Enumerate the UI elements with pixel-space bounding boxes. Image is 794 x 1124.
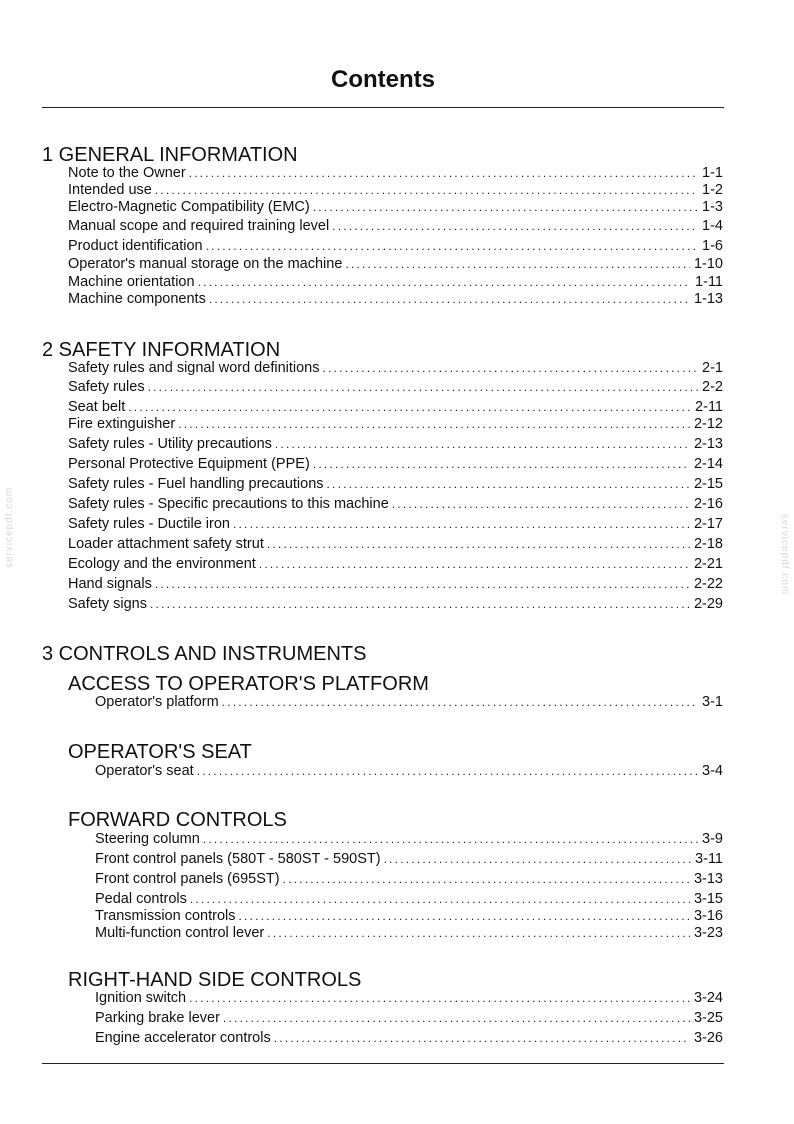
- section-heading-safety-information: 2 SAFETY INFORMATION: [42, 339, 281, 361]
- toc-entry[interactable]: [95, 1009, 723, 1027]
- dot-leader: [275, 435, 690, 453]
- toc-entry[interactable]: [68, 455, 723, 473]
- toc-entry[interactable]: [68, 398, 723, 416]
- dot-leader: [148, 378, 698, 396]
- toc-entry[interactable]: [68, 164, 723, 182]
- entry-title: Parking brake lever: [95, 1010, 220, 1026]
- entry-title: Loader attachment safety strut: [68, 536, 264, 552]
- dot-leader: [209, 290, 690, 308]
- dot-leader: [274, 1029, 690, 1047]
- dot-leader: [189, 164, 698, 182]
- toc-entry[interactable]: [95, 924, 723, 942]
- entry-title: Safety rules - Ductile iron: [68, 516, 230, 532]
- entry-page: 2-29: [693, 596, 723, 612]
- dot-leader: [345, 255, 690, 273]
- entry-page: 2-22: [693, 576, 723, 592]
- entry-page: 3-4: [702, 763, 723, 779]
- entry-title: Safety signs: [68, 596, 147, 612]
- entry-title: Operator's platform: [95, 694, 219, 710]
- entry-page: 2-16: [693, 496, 723, 512]
- toc-entry[interactable]: [95, 989, 723, 1007]
- dot-leader: [178, 415, 690, 433]
- entry-page: 3-16: [693, 908, 723, 924]
- dot-leader: [384, 850, 691, 868]
- toc-entry[interactable]: [68, 595, 723, 613]
- toc-entry[interactable]: [68, 415, 723, 433]
- entry-page: 2-12: [693, 416, 723, 432]
- toc-entry[interactable]: [68, 198, 723, 216]
- dot-leader: [233, 515, 690, 533]
- dot-leader: [267, 535, 690, 553]
- entry-title: Seat belt: [68, 399, 126, 415]
- entry-title: Pedal controls: [95, 891, 187, 907]
- entry-page: 3-13: [693, 871, 723, 887]
- watermark-right: servicepdf.com: [779, 514, 790, 596]
- section-heading-controls-and-instruments: 3 CONTROLS AND INSTRUMENTS: [42, 643, 367, 665]
- toc-entry[interactable]: [95, 890, 723, 908]
- entry-title: Safety rules and signal word definitions: [68, 360, 320, 376]
- dot-leader: [155, 575, 690, 593]
- entry-title: Front control panels (580T - 580ST - 590ST): [95, 851, 381, 867]
- entry-title: Note to the Owner: [68, 165, 186, 181]
- dot-leader: [392, 495, 690, 513]
- entry-page: 2-15: [693, 476, 723, 492]
- toc-entry[interactable]: [68, 359, 723, 377]
- entry-title: Engine accelerator controls: [95, 1030, 271, 1046]
- toc-entry[interactable]: [95, 850, 723, 868]
- dot-leader: [203, 830, 698, 848]
- entry-title: Ecology and the environment: [68, 556, 256, 572]
- toc-entry[interactable]: [68, 575, 723, 593]
- entry-title: Machine orientation: [68, 274, 195, 290]
- toc-entry[interactable]: [68, 515, 723, 533]
- entry-page: 2-2: [702, 379, 723, 395]
- subsection-heading-forward-controls: FORWARD CONTROLS: [68, 809, 287, 831]
- dot-leader: [327, 475, 690, 493]
- dot-leader: [190, 890, 690, 908]
- entry-title: Manual scope and required training level: [68, 218, 330, 234]
- entry-page: 3-26: [693, 1030, 723, 1046]
- entry-title: Safety rules - Fuel handling precautions: [68, 476, 324, 492]
- dot-leader: [128, 398, 691, 416]
- entry-page: 3-25: [693, 1010, 723, 1026]
- toc-entry[interactable]: [68, 290, 723, 308]
- entry-title: Transmission controls: [95, 908, 236, 924]
- entry-page: 1-11: [695, 274, 723, 290]
- entry-title: Ignition switch: [95, 990, 187, 1006]
- dot-leader: [198, 273, 691, 291]
- entry-page: 3-15: [693, 891, 723, 907]
- footer-divider: [42, 1063, 724, 1064]
- toc-entry[interactable]: [68, 475, 723, 493]
- entry-page: 2-1: [702, 360, 723, 376]
- entry-page: 3-9: [702, 831, 723, 847]
- entry-title: Safety rules - Utility precautions: [68, 436, 272, 452]
- toc-entry[interactable]: [68, 495, 723, 513]
- entry-page: 2-21: [693, 556, 723, 572]
- entry-title: Product identification: [68, 238, 203, 254]
- entry-title: Front control panels (695ST): [95, 871, 280, 887]
- entry-page: 3-23: [693, 925, 723, 941]
- dot-leader: [150, 595, 690, 613]
- entry-title: Multi-function control lever: [95, 925, 265, 941]
- dot-leader: [238, 907, 689, 925]
- dot-leader: [222, 693, 698, 711]
- toc-entry[interactable]: [68, 535, 723, 553]
- toc-entry[interactable]: [95, 907, 723, 925]
- entry-page: 1-13: [693, 291, 723, 307]
- toc-entry[interactable]: [68, 555, 723, 573]
- entry-page: 1-1: [702, 165, 723, 181]
- entry-page: 1-2: [702, 182, 723, 198]
- toc-entry[interactable]: [95, 1029, 723, 1047]
- entry-title: Operator's seat: [95, 763, 194, 779]
- dot-leader: [259, 555, 690, 573]
- entry-page: 1-4: [702, 218, 723, 234]
- entry-page: 3-1: [702, 694, 723, 710]
- entry-page: 1-3: [702, 199, 723, 215]
- dot-leader: [313, 198, 698, 216]
- entry-title: Safety rules - Specific precautions to this machine: [68, 496, 389, 512]
- dot-leader: [155, 181, 698, 199]
- entry-title: Fire extinguisher: [68, 416, 176, 432]
- toc-entry[interactable]: [95, 762, 723, 780]
- toc-entry[interactable]: [95, 870, 723, 888]
- subsection-heading-right-hand-side-controls: RIGHT-HAND SIDE CONTROLS: [68, 969, 362, 991]
- toc-entry[interactable]: [68, 378, 723, 396]
- toc-entry[interactable]: [68, 237, 723, 255]
- toc-entry[interactable]: [68, 181, 723, 199]
- entry-page: 3-11: [695, 851, 723, 867]
- entry-page: 1-6: [702, 238, 723, 254]
- entry-page: 2-11: [695, 399, 723, 415]
- entry-page: 2-13: [693, 436, 723, 452]
- entry-page: 2-17: [693, 516, 723, 532]
- toc-entry[interactable]: [95, 693, 723, 711]
- subsection-heading-operators-seat: OPERATOR'S SEAT: [68, 741, 252, 763]
- entry-page: 1-10: [693, 256, 723, 272]
- entry-title: Electro-Magnetic Compatibility (EMC): [68, 199, 310, 215]
- entry-title: Steering column: [95, 831, 200, 847]
- entry-page: 2-18: [693, 536, 723, 552]
- entry-title: Hand signals: [68, 576, 152, 592]
- entry-title: Machine components: [68, 291, 206, 307]
- toc-entry[interactable]: [68, 435, 723, 453]
- dot-leader: [332, 217, 698, 235]
- dot-leader: [313, 455, 690, 473]
- toc-entry[interactable]: [68, 255, 723, 273]
- dot-leader: [267, 924, 690, 942]
- page-title: Contents: [331, 66, 435, 93]
- dot-leader: [197, 762, 698, 780]
- dot-leader: [223, 1009, 690, 1027]
- watermark-left: servicepdf.com: [4, 486, 15, 568]
- entry-title: Personal Protective Equipment (PPE): [68, 456, 310, 472]
- dot-leader: [283, 870, 690, 888]
- dot-leader: [322, 359, 698, 377]
- toc-entry[interactable]: [68, 273, 723, 291]
- dot-leader: [189, 989, 690, 1007]
- entry-title: Safety rules: [68, 379, 145, 395]
- subsection-heading-access-to-operators-platform: ACCESS TO OPERATOR'S PLATFORM: [68, 673, 429, 695]
- entry-title: Intended use: [68, 182, 152, 198]
- toc-entry[interactable]: [68, 217, 723, 235]
- entry-page: 3-24: [693, 990, 723, 1006]
- dot-leader: [206, 237, 698, 255]
- toc-entry[interactable]: [95, 830, 723, 848]
- entry-page: 2-14: [693, 456, 723, 472]
- entry-title: Operator's manual storage on the machine: [68, 256, 343, 272]
- section-heading-general-information: 1 GENERAL INFORMATION: [42, 144, 298, 166]
